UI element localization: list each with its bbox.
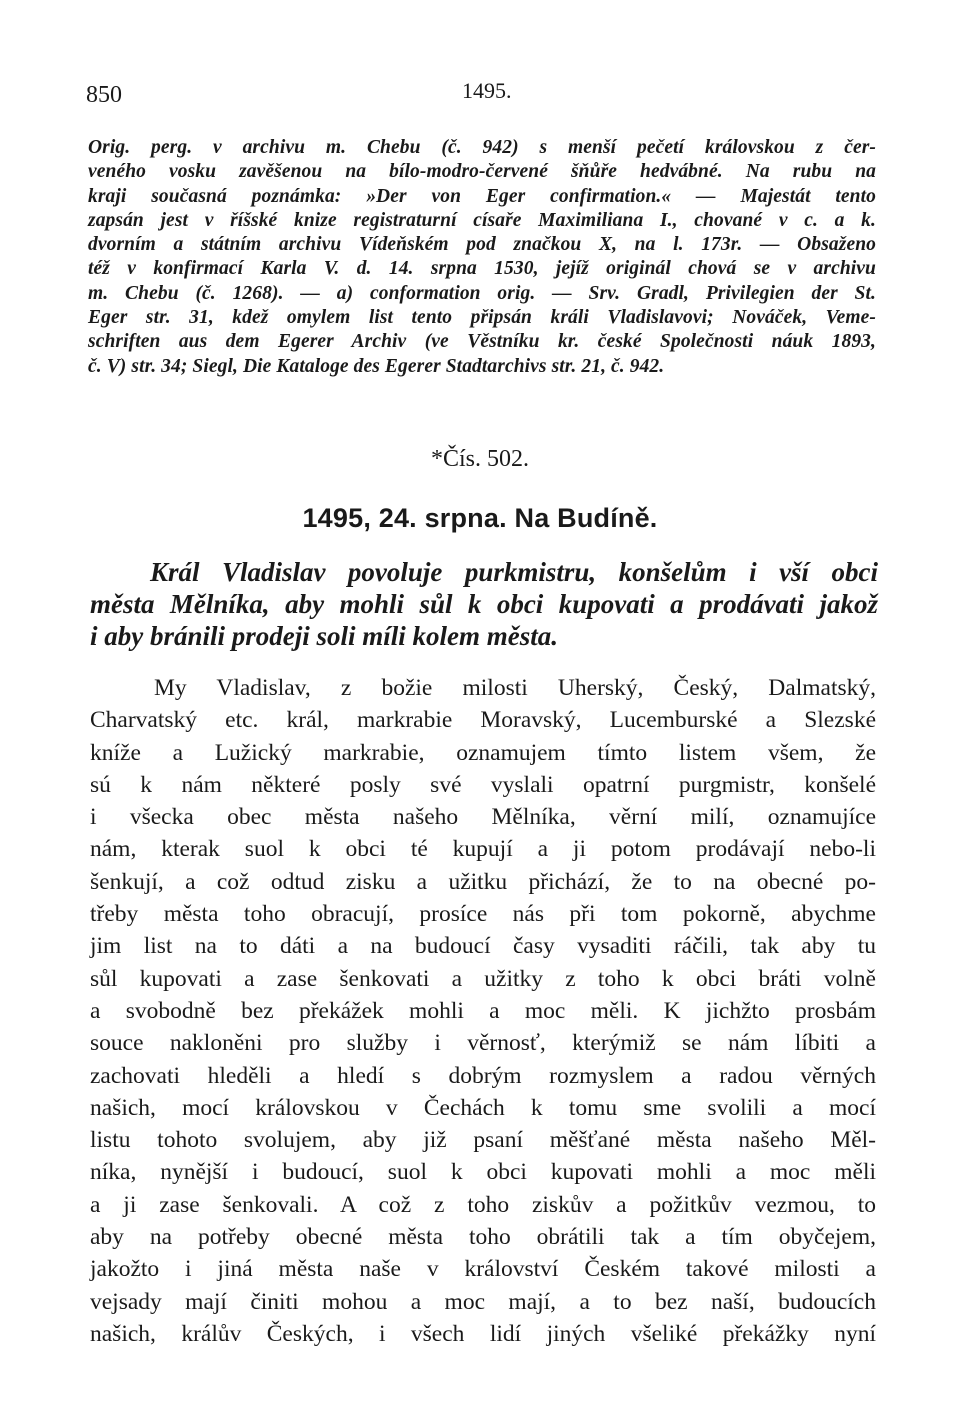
body-line: sůl kupovati a zase šenkovati a užitky z toho k obci bráti volně	[90, 965, 876, 992]
body-line: i všecka obec města našeho Mělníka, věrní milí, oznamujíce	[90, 804, 876, 831]
document-number: *Čís. 502.	[430, 446, 529, 472]
document-body	[90, 672, 876, 1350]
body-line: jakožto i jiná města naše v království Českém takové milosti a	[90, 1256, 876, 1283]
body-line: jim list na to dáti a na budoucí časy vysaditi ráčili, tak aby tu	[90, 933, 876, 960]
notes-line: veného vosku zavěšenou na bílo-modro-červené šňůře hedvábné. Na rubu na	[88, 161, 876, 183]
body-line: šenkují, a což odtud zisku a užitku přichází, že to na obecné po-	[90, 868, 876, 895]
body-line: aby na potřeby obecné města toho obrátili tak a tím obyčejem,	[90, 1224, 876, 1251]
document-summary	[90, 556, 878, 652]
body-line: Charvatský etc. král, markrabie Moravský, Lucemburské a Slezské	[90, 707, 876, 734]
notes-line: kraji současná poznámka: »Der von Eger confirmation.« — Majestát tento	[88, 185, 876, 207]
summary-line: i aby bránili prodeji soli míli kolem města.	[90, 621, 559, 651]
notes-line: Orig. perg. v archivu m. Chebu (č. 942) s menší pečetí královskou z čer-	[88, 137, 876, 158]
body-line: sú k nám některé posly své vyslali opatrní purgmistr, konšelé	[90, 771, 876, 798]
page-number: 850	[86, 82, 122, 108]
body-line: nám, kterak suol k obci té kupují a ji potom prodávají nebo-li	[90, 836, 876, 863]
body-line: My Vladislav, z božie milosti Uherský, Český, Dalmatský,	[154, 675, 876, 701]
page-header	[86, 78, 876, 112]
notes-line: též v konfirmací Karla V. d. 14. srpna 1530, jejíž originál chová se v archivu	[88, 258, 876, 280]
body-line: kníže a Lužický markrabie, oznamujem tímto listem všem, že	[90, 739, 876, 766]
document-date-place: 1495, 24. srpna. Na Budíně.	[302, 503, 658, 533]
body-line: a ji zase šenkovali. A což z toho ziskův a požitkův vezmou, to	[90, 1191, 876, 1218]
notes-line: zapsán jest v říšské knize registraturní císaře Maximiliana I., chované v c. a k.	[88, 209, 876, 231]
body-line: a svobodně bez překážek mohli a moc měli. K jichžto prosbám	[90, 997, 876, 1024]
body-line: zachovati hleděli a hledí s dobrým rozmyslem a radou věrných	[90, 1062, 876, 1089]
running-header-year: 1495.	[462, 78, 512, 103]
body-line: vejsady mají činiti mohou a moc mají, a to bez naší, budoucích	[90, 1288, 876, 1315]
body-line: třeby města toho obracují, prosíce nás při tom pokorně, abychme	[90, 901, 876, 928]
notes-line: č. V) str. 34; Siegl, Die Kataloge des Egerer Stadtarchivs str. 21, č. 942.	[88, 355, 665, 377]
archival-notes	[88, 136, 876, 379]
body-line: souce nakloněni pro služby i věrnosť, kterýmiž se nám líbiti a	[90, 1030, 876, 1057]
summary-line: Král Vladislav povoluje purkmistru, konšelům i vší obci	[150, 557, 878, 587]
notes-line: m. Chebu (č. 1268). — a) conformation orig. — Srv. Gradl, Privilegien der St.	[88, 282, 876, 304]
summary-line: města Mělníka, aby mohli sůl k obci kupovati a prodávati jakož	[90, 589, 878, 619]
notes-line: dvorním a státním archivu Vídeňském pod značkou X, na l. 173r. — Obsaženo	[88, 234, 876, 256]
body-line: našich, králův Českých, i všech lidí jiných všeliké překážky nyní	[90, 1320, 876, 1347]
notes-line: schriften aus dem Egerer Archiv (ve Věstníku kr. české Společnosti náuk 1893,	[88, 331, 876, 353]
body-line: níka, nynější i budoucí, suol k obci kupovati mohli a moc měli	[90, 1159, 876, 1186]
notes-line: Eger str. 31, kdež omylem list tento připsán králi Vladislavovi; Nováček, Veme-	[88, 307, 876, 329]
body-line: našich, mocí královskou v Čechách k tomu sme svolili a mocí	[90, 1094, 876, 1121]
body-line: listu tohoto svolujem, aby již psaní měšťané města našeho Měl-	[90, 1127, 876, 1154]
